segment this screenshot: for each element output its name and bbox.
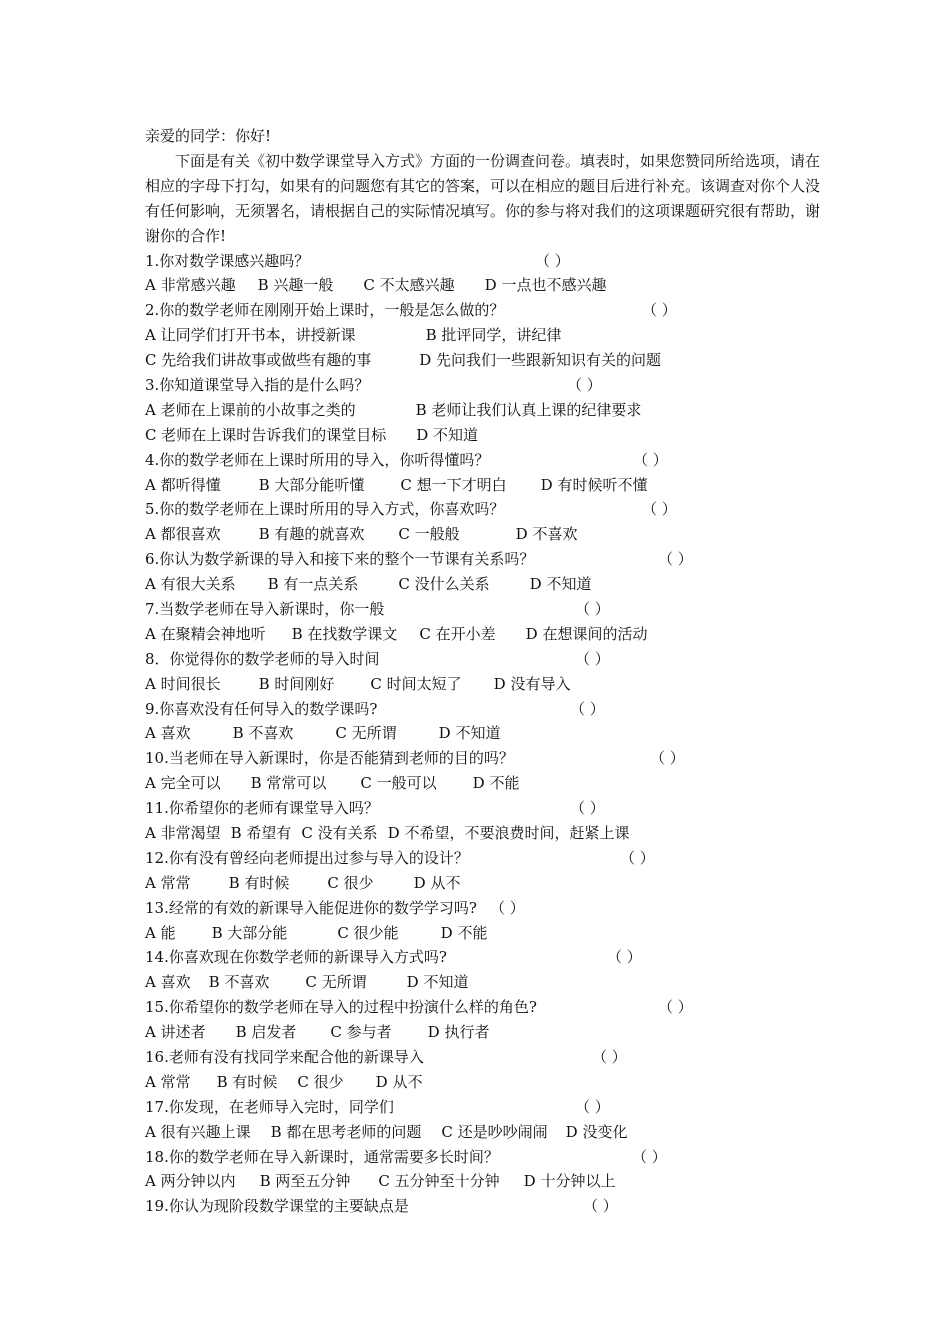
answer-blank[interactable]: （ ）	[642, 301, 677, 320]
question-list	[145, 249, 820, 1220]
question-text: 14.你喜欢现在你数学老师的新课导入方式吗?	[145, 948, 447, 967]
question-text: 4.你的数学老师在上课时所用的导入，你听得懂吗？	[145, 450, 490, 469]
option-c[interactable]: C 很少能	[337, 923, 399, 942]
option-a[interactable]: A 有很大关系	[145, 575, 236, 594]
option-a[interactable]: A 让同学们打开书本，讲授新课	[145, 326, 356, 345]
question-text: 6.你认为数学新课的导入和接下来的整个一节课有关系吗？	[145, 550, 535, 569]
option-d[interactable]: D 从不	[413, 873, 461, 892]
options-row	[145, 522, 820, 547]
option-b[interactable]: B 时间刚好	[258, 674, 335, 693]
option-d[interactable]: D 不希望，不要浪费时间，赶紧上课	[387, 824, 630, 842]
option-a[interactable]: A 非常渴望	[145, 824, 221, 842]
question-18	[145, 1145, 820, 1170]
question-text: 8．你觉得你的数学老师的导入时间	[145, 649, 380, 668]
answer-blank[interactable]: （ ）	[570, 799, 605, 818]
answer-blank[interactable]: （ ）	[583, 1197, 618, 1216]
question-17	[145, 1095, 820, 1120]
option-b[interactable]: B 批评同学，讲纪律	[425, 326, 562, 345]
option-c[interactable]: C 无所谓	[305, 973, 367, 992]
options-row	[145, 1169, 820, 1194]
question-text: 12.你有没有曾经向老师提出过参与导入的设计？	[145, 848, 469, 867]
option-d[interactable]: D 不知道	[406, 973, 469, 992]
option-c[interactable]: C 无所谓	[335, 724, 397, 743]
question-text: 13.经常的有效的新课导入能促进你的数学学习吗?	[145, 898, 477, 917]
option-b[interactable]: B 大部分能	[211, 923, 288, 942]
option-a[interactable]: A 老师在上课前的小故事之类的	[145, 400, 356, 419]
answer-blank[interactable]: （ ）	[535, 251, 570, 270]
option-d[interactable]: D 先问我们一些跟新知识有关的问题	[419, 351, 662, 370]
options-row	[145, 622, 820, 647]
option-c[interactable]: C 很少	[327, 873, 374, 892]
option-b[interactable]: B 希望有	[230, 824, 292, 842]
question-7	[145, 597, 820, 622]
answer-blank[interactable]: （ ）	[632, 1147, 667, 1166]
survey-content	[145, 124, 820, 1219]
question-5	[145, 497, 820, 522]
option-c[interactable]: C 还是吵吵闹闹	[441, 1122, 548, 1141]
option-d[interactable]: D 不能	[440, 923, 488, 942]
question-text: 1.你对数学课感兴趣吗？	[145, 251, 310, 270]
option-b[interactable]: B 都在思考老师的问题	[270, 1122, 422, 1141]
question-text: 18.你的数学老师在导入新课时，通常需要多长时间？	[145, 1147, 499, 1166]
answer-blank[interactable]: （ ）	[658, 550, 693, 569]
option-b[interactable]: B 不喜欢	[208, 973, 270, 992]
intro-paragraph: 下面是有关《初中数学课堂导入方式》方面的一份调查问卷。填表时，如果您赞同所给选项，请在相应的字母下打勾，如果有的问题您有其它的答案，可以在相应的题目后进行补充。该调查对你个人没有任何影响，无须署名，请根据自己的实际情况填写。你的参与将对我们的这项课题研究很有帮助，谢谢你的合作!	[145, 151, 821, 245]
option-a[interactable]: A 在聚精会神地听	[145, 624, 266, 643]
options-row	[145, 672, 820, 697]
question-11	[145, 796, 820, 821]
option-b[interactable]: B 两至五分钟	[259, 1172, 351, 1191]
answer-blank[interactable]: （ ）	[575, 599, 610, 618]
option-b[interactable]: B 常常可以	[250, 774, 327, 793]
option-d[interactable]: D 不喜欢	[515, 525, 578, 544]
option-d[interactable]: D 执行者	[427, 1023, 490, 1042]
option-b[interactable]: B 启发者	[235, 1023, 297, 1042]
option-d[interactable]: D 没有导入	[493, 674, 571, 693]
option-b[interactable]: B 有时候	[216, 1072, 278, 1091]
options-row	[145, 423, 820, 448]
option-a[interactable]: A 都听得懂	[145, 475, 221, 494]
option-b[interactable]: B 大部分能听懂	[258, 475, 365, 494]
option-a[interactable]: A 时间很长	[145, 674, 221, 693]
options-row	[145, 1020, 820, 1045]
options-row	[145, 871, 820, 896]
question-2	[145, 298, 820, 323]
answer-blank[interactable]: （ ）	[607, 948, 642, 967]
option-b[interactable]: B 不喜欢	[232, 724, 294, 743]
question-text: 17.你发现，在老师导入完时，同学们	[145, 1097, 394, 1116]
question-6	[145, 547, 820, 572]
option-a[interactable]: A 常常	[145, 1072, 191, 1091]
question-text: 7.当数学老师在导入新课时，你一般	[145, 599, 385, 618]
question-text: 19.你认为现阶段数学课堂的主要缺点是	[145, 1197, 409, 1216]
option-a[interactable]: A 很有兴趣上课	[145, 1122, 251, 1141]
options-row	[145, 821, 820, 846]
question-3	[145, 373, 820, 398]
option-d[interactable]: D 在想课间的活动	[525, 624, 648, 643]
options-row	[145, 473, 820, 498]
option-b[interactable]: B 有一点关系	[267, 575, 359, 594]
option-c[interactable]: C 没有关系	[301, 824, 378, 842]
option-c[interactable]: C 时间太短了	[370, 674, 462, 693]
option-d[interactable]: D 从不	[375, 1072, 423, 1091]
option-d[interactable]: D 不能	[472, 774, 520, 793]
options-row	[145, 970, 820, 995]
options-row	[145, 398, 820, 423]
answer-blank[interactable]: （ ）	[567, 375, 602, 394]
option-a[interactable]: A 非常感兴趣	[145, 276, 236, 295]
option-a[interactable]: A 常常	[145, 873, 191, 892]
option-a[interactable]: A 能	[145, 923, 176, 942]
greeting: 亲爱的同学：你好!	[145, 127, 272, 145]
option-a[interactable]: A 讲述者	[145, 1023, 206, 1042]
option-d[interactable]: D 不知道	[416, 425, 479, 444]
question-1	[145, 249, 820, 274]
answer-blank[interactable]: （ ）	[490, 898, 525, 917]
option-a[interactable]: A 喜欢	[145, 973, 191, 992]
option-b[interactable]: B 兴趣一般	[257, 276, 334, 295]
option-a[interactable]: A 都很喜欢	[145, 525, 221, 544]
answer-blank[interactable]: （ ）	[575, 1097, 610, 1116]
question-text: 15.你希望你的数学老师在导入的过程中扮演什么样的角色?	[145, 998, 537, 1017]
options-row	[145, 273, 820, 298]
answer-blank[interactable]: （ ）	[570, 699, 605, 718]
option-c[interactable]: C 老师在上课时告诉我们的课堂目标	[145, 425, 387, 444]
options-row	[145, 1070, 820, 1095]
question-12	[145, 846, 820, 871]
option-d[interactable]: D 不知道	[438, 724, 501, 743]
option-a[interactable]: A 完全可以	[145, 774, 221, 793]
answer-blank[interactable]: （ ）	[658, 998, 693, 1017]
option-a[interactable]: A 喜欢	[145, 724, 191, 743]
option-c[interactable]: C 很少	[297, 1072, 344, 1091]
question-text: 11.你希望你的老师有课堂导入吗？	[145, 799, 379, 818]
question-text: 2.你的数学老师在刚刚开始上课时，一般是怎么做的？	[145, 301, 505, 320]
options-row	[145, 323, 820, 348]
answer-blank[interactable]: （ ）	[575, 649, 610, 668]
option-b[interactable]: B 老师让我们认真上课的纪律要求	[415, 400, 642, 419]
option-b[interactable]: B 在找数学课文	[291, 624, 398, 643]
question-4	[145, 448, 820, 473]
question-10	[145, 746, 820, 771]
options-row	[145, 771, 820, 796]
answer-blank[interactable]: （ ）	[633, 450, 668, 469]
answer-blank[interactable]: （ ）	[592, 1048, 627, 1067]
question-13	[145, 896, 820, 921]
question-8	[145, 647, 820, 672]
option-d[interactable]: D 没变化	[565, 1122, 628, 1141]
question-text: 3.你知道课堂导入指的是什么吗？	[145, 375, 370, 394]
option-b[interactable]: B 有趣的就喜欢	[258, 525, 365, 544]
question-16	[145, 1045, 820, 1070]
option-c[interactable]: C 先给我们讲故事或做些有趣的事	[145, 351, 372, 370]
option-c[interactable]: C 参与者	[330, 1023, 392, 1042]
options-row	[145, 921, 820, 946]
question-text: 5.你的数学老师在上课时所用的导入方式，你喜欢吗？	[145, 500, 505, 519]
options-row	[145, 721, 820, 746]
option-d[interactable]: D 不知道	[529, 575, 592, 594]
option-c[interactable]: C 在开小差	[419, 624, 496, 643]
option-c[interactable]: C 五分钟至十分钟	[378, 1172, 500, 1191]
question-text: 10.当老师在导入新课时，你是否能猜到老师的目的吗？	[145, 749, 514, 768]
question-text: 9.你喜欢没有任何导入的数学课吗?	[145, 699, 378, 718]
question-9	[145, 697, 820, 722]
option-a[interactable]: A 两分钟以内	[145, 1172, 236, 1191]
question-19	[145, 1194, 820, 1219]
options-row	[145, 1120, 820, 1145]
question-15	[145, 995, 820, 1020]
option-d[interactable]: D 有时候听不懂	[540, 475, 648, 494]
answer-blank[interactable]: （ ）	[620, 848, 655, 867]
option-c[interactable]: C 不太感兴趣	[363, 276, 455, 295]
question-14	[145, 945, 820, 970]
option-c[interactable]: C 想一下才明白	[400, 475, 507, 494]
option-c[interactable]: C 一般可以	[360, 774, 437, 793]
option-d[interactable]: D 一点也不感兴趣	[484, 276, 607, 295]
answer-blank[interactable]: （ ）	[650, 749, 685, 768]
option-d[interactable]: D 十分钟以上	[523, 1172, 616, 1191]
options-row	[145, 572, 820, 597]
option-c[interactable]: C 没什么关系	[398, 575, 490, 594]
option-b[interactable]: B 有时候	[228, 873, 290, 892]
question-text: 16.老师有没有找同学来配合他的新课导入	[145, 1048, 424, 1067]
answer-blank[interactable]: （ ）	[642, 500, 677, 519]
option-c[interactable]: C 一般般	[398, 525, 460, 544]
options-row	[145, 348, 820, 373]
